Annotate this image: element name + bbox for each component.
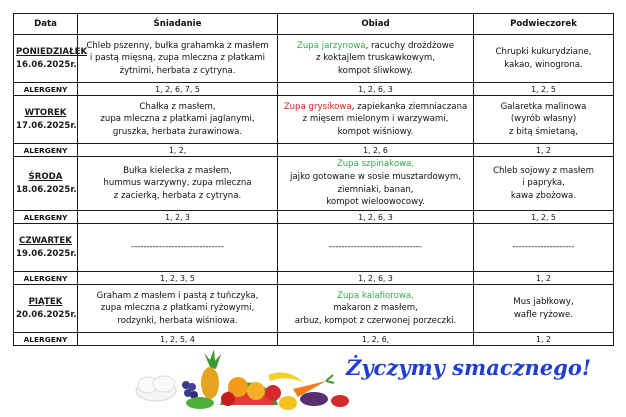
lunch-cell xyxy=(278,35,474,83)
day-name: PONIEDZIAŁEK xyxy=(16,46,88,57)
allergen-row xyxy=(14,144,614,157)
breakfast-cell xyxy=(78,285,278,333)
lunch-text: kompot śliwkowy. xyxy=(338,65,413,76)
lunch-line xyxy=(280,315,471,328)
day-date: 20.06.2025r. xyxy=(16,309,77,320)
breakfast-line: Graham z masłem i pastą z tuńczyka, xyxy=(96,290,259,301)
day-name: PIĄTEK xyxy=(28,296,63,307)
allergen-lunch: 1, 2, 6, xyxy=(278,333,474,346)
breakfast-line: Bułka kielecka z masłem, xyxy=(123,165,232,176)
snack-cell xyxy=(474,157,614,211)
breakfast-cell xyxy=(78,157,278,211)
allergen-breakfast: 1, 2, 5, 4 xyxy=(78,333,278,346)
breakfast-line: gruszka, herbata żurawinowa. xyxy=(112,126,243,137)
allergen-breakfast: 1, 2, xyxy=(78,144,278,157)
menu-table xyxy=(13,13,614,346)
lunch-line xyxy=(280,290,471,303)
lunch-line xyxy=(280,40,471,53)
allergen-row xyxy=(14,272,614,285)
lunch-text: z koktajlem truskawkowym, xyxy=(315,53,436,64)
day-name: WTOREK xyxy=(24,107,67,118)
allergen-lunch: 1, 2, 6, 3 xyxy=(278,211,474,224)
allergen-row xyxy=(14,83,614,96)
lunch-line xyxy=(280,171,471,184)
soup-name: Zupa kalafiorowa, xyxy=(337,290,414,301)
lunch-line xyxy=(280,184,471,197)
day-cell xyxy=(14,157,78,211)
day-date: 17.06.2025r. xyxy=(16,120,77,131)
breakfast-cell xyxy=(78,96,278,144)
lunch-cell xyxy=(278,157,474,211)
lunch-text: arbuz, kompot z czerwonej porzeczki. xyxy=(294,315,457,326)
lunch-line xyxy=(280,113,471,126)
lunch-text: , zapiekanka ziemniaczana xyxy=(351,101,468,112)
lunch-text: kompot wieloowocowy. xyxy=(326,197,425,208)
day-row xyxy=(14,157,614,211)
breakfast-line: Chałka z masłem, xyxy=(139,101,216,112)
allergen-snack: 1, 2, 5 xyxy=(474,211,614,224)
header-row xyxy=(14,14,614,35)
breakfast-line: żytnimi, herbata z cytryna. xyxy=(119,65,236,76)
snack-line: i papryka, xyxy=(522,178,565,189)
breakfast-line: rodzynki, herbata wiśniowa. xyxy=(117,315,238,326)
lunch-text: makaron z masłem, xyxy=(333,303,418,314)
allergen-snack: 1, 2 xyxy=(474,333,614,346)
allergen-snack: 1, 2 xyxy=(474,144,614,157)
lunch-line xyxy=(280,126,471,139)
allergen-breakfast: 1, 2, 6, 7, 5 xyxy=(78,83,278,96)
lunch-line xyxy=(280,158,471,171)
day-row xyxy=(14,285,614,333)
day-cell xyxy=(14,285,78,333)
breakfast-cell xyxy=(78,35,278,83)
allergen-snack: 1, 2 xyxy=(474,272,614,285)
snack-line: z bitą śmietaną, xyxy=(508,126,579,137)
allergen-label: ALERGENY xyxy=(14,272,78,285)
day-date: 16.06.2025r. xyxy=(16,59,77,70)
lunch-cell xyxy=(278,285,474,333)
lunch-line xyxy=(280,302,471,315)
header-snack: Podwieczorek xyxy=(474,14,614,35)
day-row xyxy=(14,224,614,272)
snack-cell xyxy=(474,35,614,83)
snack-line: -------------------- xyxy=(512,242,575,253)
lunch-line xyxy=(280,52,471,65)
header-lunch: Obiad xyxy=(278,14,474,35)
allergen-label: ALERGENY xyxy=(14,211,78,224)
allergen-row xyxy=(14,211,614,224)
lunch-line xyxy=(280,196,471,209)
allergen-label: ALERGENY xyxy=(14,144,78,157)
breakfast-cell xyxy=(78,224,278,272)
lunch-line xyxy=(280,65,471,78)
snack-cell xyxy=(474,285,614,333)
day-cell xyxy=(14,224,78,272)
header-date: Data xyxy=(14,14,78,35)
day-date: 19.06.2025r. xyxy=(16,248,77,259)
snack-line: kakao, winogrona. xyxy=(504,59,583,70)
snack-line: Chrupki kukurydziane, xyxy=(495,46,592,57)
snack-line: Galaretka malinowa xyxy=(500,101,587,112)
breakfast-line: ------------------------------ xyxy=(130,242,225,253)
allergen-row xyxy=(14,333,614,346)
snack-line: kawa zbożowa. xyxy=(510,190,577,201)
breakfast-line: z zacierką, herbata z cytryna. xyxy=(113,190,242,201)
breakfast-line: zupa mleczna z płatkami jaglanymi, xyxy=(100,114,255,125)
soup-name: Zupa grysikowa xyxy=(283,101,352,112)
breakfast-line: Chleb pszenny, bułka grahamka z masłem xyxy=(86,40,269,51)
lunch-text: , racuchy drożdżowe xyxy=(365,40,455,51)
day-row xyxy=(14,96,614,144)
allergen-breakfast: 1, 2, 3 xyxy=(78,211,278,224)
soup-name: Zupa jarzynowa xyxy=(296,40,366,51)
snack-line: (wyrób własny) xyxy=(510,114,577,125)
breakfast-line: i pastą mięsną, zupa mleczna z płatkami xyxy=(89,53,266,64)
lunch-line xyxy=(280,241,471,254)
allergen-snack: 1, 2, 5 xyxy=(474,83,614,96)
lunch-text: z mięsem mielonym i warzywami, xyxy=(302,114,449,125)
lunch-cell xyxy=(278,96,474,144)
lunch-text: ziemniaki, banan, xyxy=(337,184,414,195)
header-breakfast: Śniadanie xyxy=(78,14,278,35)
fruit-vegetable-basket-icon xyxy=(128,345,356,415)
menu-body xyxy=(14,35,614,346)
lunch-cell xyxy=(278,224,474,272)
lunch-text: ------------------------------ xyxy=(328,242,423,253)
day-row xyxy=(14,35,614,83)
breakfast-line: hummus warzywny, zupa mleczna xyxy=(103,178,252,189)
snack-line: wafle ryżowe. xyxy=(513,309,574,320)
wish-text: Życzymy smacznego! xyxy=(346,355,592,380)
breakfast-line: zupa mleczna z płatkami ryżowymi, xyxy=(100,303,255,314)
snack-cell xyxy=(474,224,614,272)
allergen-breakfast: 1, 2, 3, 5 xyxy=(78,272,278,285)
allergen-label: ALERGENY xyxy=(14,83,78,96)
day-name: ŚRODA xyxy=(28,171,63,182)
lunch-line xyxy=(280,101,471,114)
allergen-lunch: 1, 2, 6, 3 xyxy=(278,83,474,96)
day-name: CZWARTEK xyxy=(19,235,72,246)
day-date: 18.06.2025r. xyxy=(16,184,77,195)
allergen-lunch: 1, 2, 6, 3 xyxy=(278,272,474,285)
snack-line: Chleb sojowy z masłem xyxy=(493,165,594,176)
lunch-text: jajko gotowane w sosie musztardowym, xyxy=(290,171,461,182)
day-cell xyxy=(14,96,78,144)
day-cell xyxy=(14,35,88,83)
snack-cell xyxy=(474,96,614,144)
allergen-label: ALERGENY xyxy=(14,333,78,346)
soup-name: Zupa szpinakowa, xyxy=(336,159,415,170)
allergen-lunch: 1, 2, 6 xyxy=(278,144,474,157)
lunch-text: kompot wiśniowy. xyxy=(337,126,414,137)
snack-line: Mus jabłkowy, xyxy=(513,296,574,307)
